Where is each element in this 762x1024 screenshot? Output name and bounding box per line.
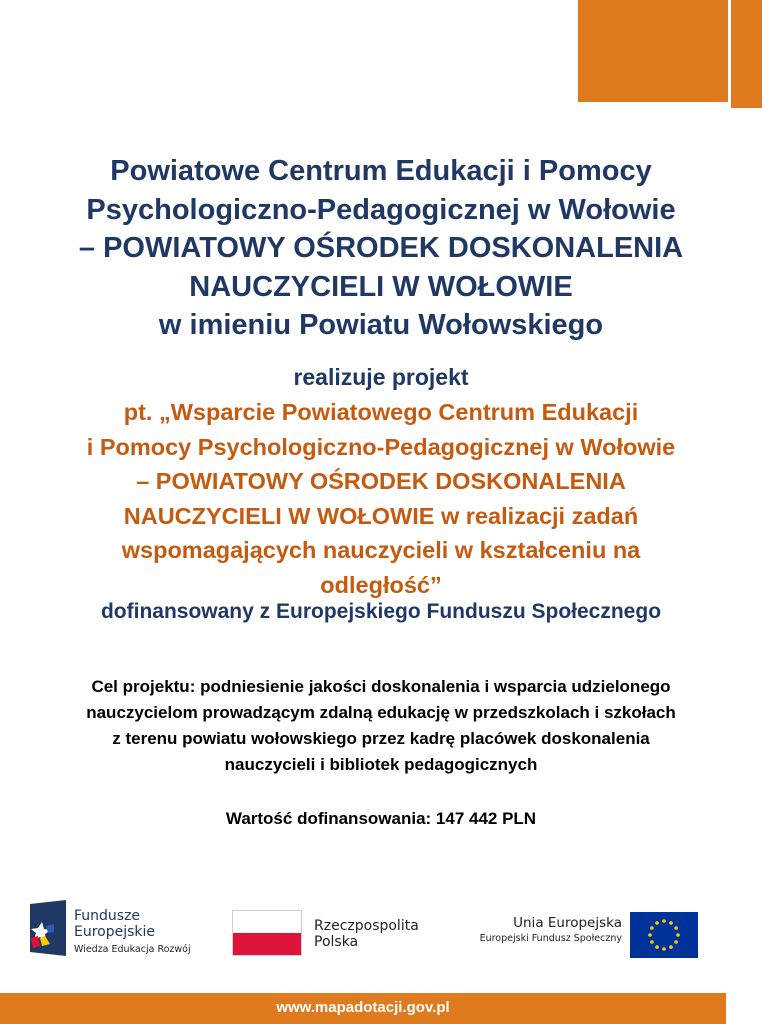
polish-flag-icon: [232, 910, 302, 956]
organization-title: [0, 152, 762, 345]
fundusze-europejskie-text: [74, 908, 191, 956]
unia-europejska-text: [480, 914, 622, 946]
program-name: Wiedza Edukacja Rozwój: [74, 944, 191, 955]
eu-flag-icon: [630, 912, 698, 958]
footer-url: www.mapadotacji.gov.pl: [276, 999, 450, 1016]
title-line: – POWIATOWY OŚRODEK DOSKONALENIA: [78, 232, 684, 264]
goal-line: Cel projektu: podniesienie jakości doskonalenia i wsparcia udzielonego: [91, 677, 671, 696]
decorative-orange-block: [578, 0, 728, 102]
rzeczpospolita-polska-text: [314, 918, 419, 950]
project-goal: [30, 674, 732, 778]
project-name-line: odległość”: [320, 571, 442, 598]
rzeczpospolita-polska-logo: [232, 900, 442, 962]
goal-line: nauczycieli i bibliotek pedagogicznych: [224, 755, 538, 774]
project-name-line: NAUCZYCIELI W WOŁOWIE w realizacji zadań: [123, 502, 639, 529]
europejskie-label: Europejskie: [74, 924, 156, 940]
title-line: Powiatowe Centrum Edukacji i Pomocy: [110, 155, 652, 187]
funding-value: Wartość dofinansowania: 147 442 PLN: [225, 809, 537, 828]
title-line: w imieniu Powiatu Wołowskiego: [158, 309, 604, 341]
project-name-line: wspomagających nauczycieli w kształceniu na: [121, 537, 641, 563]
project-name-line: – POWIATOWY OŚRODEK DOSKONALENIA: [136, 468, 626, 494]
polska-label: Polska: [314, 934, 359, 950]
title-line: NAUCZYCIELI W WOŁOWIE: [189, 270, 573, 303]
project-name: [0, 395, 762, 602]
project-name-line: i Pomocy Psychologiczno-Pedagogicznej w Wołowie: [86, 433, 676, 460]
unia-europejska-label: Unia Europejska: [513, 915, 622, 931]
decorative-orange-strip: [731, 0, 762, 108]
title-line: Psychologiczno-Pedagogicznej w Wołowie: [86, 193, 676, 226]
rzeczpospolita-label: Rzeczpospolita: [314, 918, 419, 934]
funding-statement: dofinansowany z Europejskiego Funduszu Społecznego: [100, 600, 662, 623]
unia-europejska-logo: [470, 900, 700, 962]
realizuje-label: realizuje projekt: [293, 364, 469, 390]
fundusze-europejskie-star-icon: [28, 900, 68, 956]
goal-line: z terenu powiatu wołowskiego przez kadrę placówek doskonalenia: [112, 729, 650, 748]
fundusze-label: Fundusze: [74, 908, 141, 924]
goal-line: nauczycielom prowadzącym zdalną edukację w przedszkolach i szkołach: [86, 703, 676, 722]
project-name-line: pt. „Wsparcie Powiatowego Centrum Edukacji: [123, 399, 639, 425]
efs-label: Europejski Fundusz Społeczny: [479, 933, 622, 944]
fundusze-europejskie-logo: [28, 900, 208, 962]
